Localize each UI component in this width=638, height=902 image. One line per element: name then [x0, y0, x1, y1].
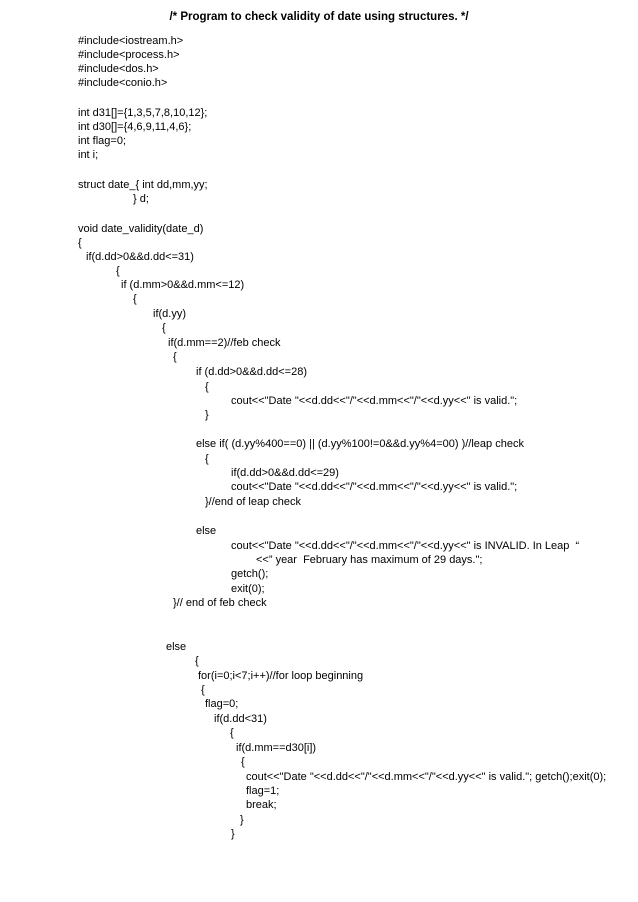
code-line: cout<<"Date "<<d.dd<<"/"<<d.mm<<"/"<<d.yy<<" is valid."; — [231, 395, 518, 407]
code-line: if (d.mm>0&&d.mm<=12) — [121, 279, 245, 291]
code-line: #include<iostream.h> — [78, 35, 184, 47]
code-line: void date_validity(date_d) — [78, 223, 204, 235]
code-line: if(d.yy) — [153, 308, 186, 320]
code-line: if(d.dd>0&&d.dd<=31) — [86, 251, 194, 263]
code-line: if (d.dd>0&&d.dd<=28) — [196, 366, 307, 378]
code-line: { — [205, 453, 209, 465]
code-line: } d; — [133, 193, 149, 205]
code-line: { — [241, 756, 245, 768]
code-line: #include<conio.h> — [78, 77, 168, 89]
code-line: int d30[]={4,6,9,11,4,6}; — [78, 121, 192, 133]
code-line: { — [78, 237, 82, 249]
code-line: int i; — [78, 149, 99, 161]
code-line: break; — [246, 799, 277, 811]
code-line: cout<<"Date "<<d.dd<<"/"<<d.mm<<"/"<<d.yy<<" is INVALID. In Leap “ — [231, 540, 580, 552]
code-line: { — [205, 381, 209, 393]
code-line: { — [133, 293, 137, 305]
code-line: } — [240, 814, 244, 826]
code-line: }// end of feb check — [173, 597, 267, 609]
code-line: else — [196, 525, 217, 537]
code-line: for(i=0;i<7;i++)//for loop beginning — [198, 670, 364, 682]
code-line: else if( (d.yy%400==0) || (d.yy%100!=0&&d.yy%4=00) )//leap check — [196, 438, 524, 450]
code-line: { — [195, 655, 199, 667]
code-line: struct date_{ int dd,mm,yy; — [78, 179, 208, 191]
code-line: } — [205, 409, 209, 421]
code-line: { — [230, 727, 234, 739]
code-line: else — [166, 641, 187, 653]
code-line: { — [173, 351, 177, 363]
program-title: /* Program to check validity of date using structures. */ — [169, 11, 469, 23]
code-line: cout<<"Date "<<d.dd<<"/"<<d.mm<<"/"<<d.yy<<" is valid."; getch();exit(0); — [246, 771, 607, 783]
code-line: #include<dos.h> — [78, 63, 159, 75]
code-line: if(d.mm==d30[i]) — [236, 742, 317, 754]
code-line: getch(); — [231, 568, 269, 580]
code-line: if(d.dd>0&&d.dd<=29) — [231, 467, 339, 479]
code-line: if(d.dd<31) — [214, 713, 267, 725]
code-line: { — [116, 265, 120, 277]
code-line: int d31[]={1,3,5,7,8,10,12}; — [78, 107, 208, 119]
code-line: <<” year February has maximum of 29 days."; — [256, 554, 483, 566]
code-line: if(d.mm==2)//feb check — [168, 337, 281, 349]
code-line: { — [201, 684, 205, 696]
code-line: flag=1; — [246, 785, 280, 797]
code-line: int flag=0; — [78, 135, 127, 147]
code-line: #include<process.h> — [78, 49, 180, 61]
code-line: flag=0; — [205, 698, 239, 710]
code-line: } — [231, 828, 235, 840]
code-line: { — [162, 322, 166, 334]
code-line: exit(0); — [231, 583, 265, 595]
code-line: }//end of leap check — [205, 496, 302, 508]
code-line: cout<<"Date "<<d.dd<<"/"<<d.mm<<"/"<<d.yy<<" is valid."; — [231, 481, 518, 493]
